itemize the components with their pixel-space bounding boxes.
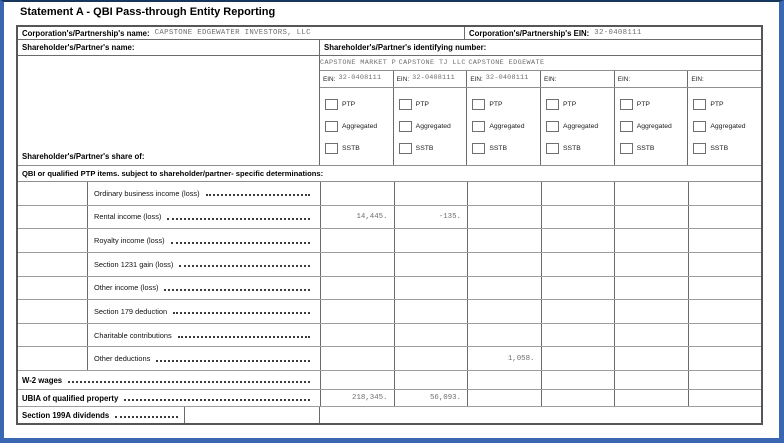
checkbox-row: [399, 143, 467, 154]
checkbox-label: SSTB: [710, 145, 729, 152]
entity-ein-cell: [466, 71, 540, 87]
amount-cell: [541, 324, 615, 347]
dot-leader: [156, 360, 310, 362]
amount-cell: [320, 182, 394, 205]
amount-cell: [541, 206, 615, 229]
qbi-row: [18, 300, 761, 324]
checkbox-label: PTP: [489, 101, 503, 108]
amount-value: 218,345.: [352, 394, 388, 402]
checkbox-label: SSTB: [489, 145, 508, 152]
qbi-row-label-cell: [87, 253, 320, 276]
amount-cell: [688, 324, 762, 347]
shareholder-name-label: Shareholder's/Partner's name:: [22, 43, 135, 52]
amount-cell: [320, 347, 394, 370]
amount-cell: [688, 371, 762, 389]
qbi-row: [18, 206, 761, 230]
amount-cell: [467, 324, 541, 347]
entity-checkbox-cell: [320, 88, 393, 165]
qbi-row: [18, 277, 761, 301]
qbi-row: [18, 182, 761, 206]
amount-cell: [467, 371, 541, 389]
row-indent-cell: [18, 206, 87, 229]
shareholder-id-label: Shareholder's/Partner's identifying number:: [324, 43, 487, 52]
entity-ein-value: 32-0408111: [338, 74, 382, 82]
dot-leader: [206, 194, 310, 196]
checkbox-sstb-col6[interactable]: [693, 143, 706, 154]
entity-name: CAPSTONE TJ LLC: [398, 59, 466, 67]
summary-row: [18, 371, 761, 390]
entity-columns: [320, 56, 761, 165]
qbi-section-header: QBI or qualified PTP items. subject to shareholder/partner- specific determinations:: [22, 169, 324, 178]
entity-name-slot: [396, 56, 468, 70]
statement-table: [16, 25, 763, 425]
amount-value: 56,093.: [429, 394, 461, 402]
entity-ein-row: [320, 71, 761, 88]
amount-cell: [467, 253, 541, 276]
ein-label: EIN:: [617, 75, 631, 83]
amount-cell: [394, 206, 468, 229]
dot-leader: [115, 416, 178, 418]
checkbox-label: PTP: [342, 101, 356, 108]
checkbox-ptp-col6[interactable]: [693, 99, 706, 110]
entity-name: CAPSTONE MARKET P: [320, 59, 397, 67]
corp-header-row: [18, 27, 761, 40]
dividends-label-cell: [18, 407, 185, 423]
amount-cell: [688, 300, 762, 323]
amount-cell: [394, 371, 468, 389]
qbi-row-label: Charitable contributions: [94, 330, 172, 340]
checkbox-label: Aggregated: [563, 123, 599, 130]
amount-cell: [541, 390, 615, 406]
corp-name-value: CAPSTONE EDGEWATER INVESTORS, LLC: [154, 29, 311, 37]
amount-cell: [467, 182, 541, 205]
share-of-cell: [18, 56, 320, 165]
amount-cell: [467, 347, 541, 370]
dividends-rest-cell: [320, 407, 761, 423]
checkbox-sstb-col1[interactable]: [325, 143, 338, 154]
summary-row: [18, 390, 761, 407]
entity-name-slot: [468, 56, 544, 70]
qbi-row-label-cell: [87, 300, 320, 323]
checkbox-label: Aggregated: [415, 123, 451, 130]
checkbox-row: [325, 99, 393, 110]
dot-leader: [179, 265, 310, 267]
dot-leader: [178, 336, 310, 338]
amount-cell: [467, 206, 541, 229]
summary-label-cell: [18, 371, 320, 389]
amount-cell: [320, 324, 394, 347]
amount-cell: [541, 347, 615, 370]
entity-columns-header: [18, 56, 761, 166]
amount-cell: [614, 300, 688, 323]
ein-label: EIN:: [544, 75, 557, 83]
entity-name-slot: [689, 56, 761, 70]
amount-cell: [320, 390, 394, 406]
qbi-row: [18, 347, 761, 371]
amount-cell: [614, 390, 688, 406]
ein-label: EIN:: [323, 75, 336, 83]
entity-ein-value: 32-0408111: [412, 74, 455, 82]
checkbox-label: PTP: [710, 101, 724, 108]
checkbox-row: [620, 143, 688, 154]
checkbox-label: Aggregated: [342, 123, 378, 130]
ein-label: EIN:: [470, 75, 483, 83]
amount-cell: [541, 253, 615, 276]
checkbox-ptp-col3[interactable]: [472, 99, 485, 110]
row-indent-cell: [18, 347, 87, 370]
amount-cell: [688, 229, 762, 252]
dividends-row: [18, 407, 761, 423]
checkbox-row: [472, 99, 540, 110]
amount-cell: [320, 229, 394, 252]
amount-cell: [394, 182, 468, 205]
amount-cell: [320, 371, 394, 389]
checkbox-row: [399, 99, 467, 110]
checkbox-ptp-col4[interactable]: [546, 99, 559, 110]
qbi-row-label-cell: [87, 324, 320, 347]
corp-name-cell: [18, 27, 465, 39]
amount-cell: [320, 206, 394, 229]
row-indent-cell: [18, 277, 87, 300]
dot-leader: [167, 218, 310, 220]
amount-cell: [614, 277, 688, 300]
amount-cell: [614, 206, 688, 229]
amount-cell: [394, 300, 468, 323]
checkbox-aggregated-col4[interactable]: [546, 121, 559, 132]
checkbox-row: [546, 121, 614, 132]
amount-cell: [394, 390, 468, 406]
entity-name-slot: [544, 56, 616, 70]
checkbox-sstb-col4[interactable]: [546, 143, 559, 154]
entity-name-slot: [320, 56, 396, 70]
checkbox-label: Aggregated: [636, 123, 672, 130]
qbi-row-label: Royalty income (loss): [94, 236, 165, 246]
qbi-row-label-cell: [87, 229, 320, 252]
summary-label: UBIA of qualified property: [22, 393, 119, 403]
qbi-row: [18, 253, 761, 277]
checkbox-label: Aggregated: [710, 123, 746, 130]
checkbox-row: [472, 121, 540, 132]
checkbox-row: [693, 143, 761, 154]
share-of-label: Shareholder's/Partner's share of:: [22, 152, 145, 161]
amount-value: 14,445.: [356, 212, 388, 221]
amount-cell: [541, 182, 615, 205]
checkbox-row: [546, 143, 614, 154]
entity-checkbox-cell: [540, 88, 614, 165]
entity-checkbox-cell: [687, 88, 761, 165]
qbi-row-label: Other deductions: [94, 354, 151, 364]
dot-leader: [171, 242, 310, 244]
amount-value: 1,058.: [507, 354, 535, 363]
checkbox-row: [693, 99, 761, 110]
qbi-row-label: Other income (loss): [94, 283, 159, 293]
amount-cell: [614, 229, 688, 252]
entity-names-strip: [320, 56, 761, 71]
checkbox-row: [325, 121, 393, 132]
dot-leader: [173, 312, 310, 314]
entity-ein-cell: [320, 71, 393, 87]
summary-label-cell: [18, 390, 320, 406]
amount-cell: [614, 324, 688, 347]
row-indent-cell: [18, 300, 87, 323]
qbi-section-header-row: [18, 166, 761, 182]
summary-label: W-2 wages: [22, 375, 63, 385]
qbi-row: [18, 229, 761, 253]
dividends-label: Section 199A dividends: [22, 410, 110, 420]
dividends-entry-cell: [185, 407, 320, 423]
checkbox-row: [325, 143, 393, 154]
amount-cell: [688, 182, 762, 205]
checkbox-label: SSTB: [563, 145, 581, 152]
checkbox-sstb-col2[interactable]: [399, 143, 412, 154]
qbi-items: [18, 182, 761, 371]
amount-cell: [320, 277, 394, 300]
amount-cell: [541, 229, 615, 252]
checkbox-row: [472, 143, 540, 154]
checkbox-label: PTP: [563, 101, 577, 108]
qbi-row-label: Ordinary business income (loss): [94, 188, 200, 198]
checkbox-aggregated-col2[interactable]: [399, 121, 412, 132]
qbi-row-label: Rental income (loss): [94, 212, 162, 222]
amount-cell: [394, 229, 468, 252]
amount-cell: [688, 277, 762, 300]
checkbox-row: [620, 99, 688, 110]
qbi-row-label-cell: [87, 182, 320, 205]
entity-checkbox-cell: [393, 88, 467, 165]
checkbox-aggregated-col6[interactable]: [693, 121, 706, 132]
qbi-row-label-cell: [87, 347, 320, 370]
corp-ein-value: 32-0408111: [594, 29, 642, 37]
entity-ein-value: 32-0408111: [485, 74, 529, 82]
row-indent-cell: [18, 253, 87, 276]
checkbox-ptp-col1[interactable]: [325, 99, 338, 110]
entity-ein-cell: [687, 71, 761, 87]
checkbox-ptp-col2[interactable]: [399, 99, 412, 110]
checkbox-row: [620, 121, 688, 132]
entity-ein-cell: [614, 71, 688, 87]
checkbox-label: SSTB: [636, 145, 655, 152]
amount-cell: [688, 206, 762, 229]
dot-leader: [124, 399, 310, 401]
amount-cell: [614, 347, 688, 370]
amount-cell: [394, 277, 468, 300]
amount-cell: [541, 371, 615, 389]
ein-label: EIN:: [396, 75, 410, 83]
qbi-row-label-cell: [87, 206, 320, 229]
dot-leader: [164, 289, 310, 291]
amount-cell: [394, 324, 468, 347]
checkbox-label: PTP: [415, 101, 429, 108]
checkbox-aggregated-col5[interactable]: [620, 121, 633, 132]
amount-cell: [614, 253, 688, 276]
amount-cell: [688, 390, 762, 406]
amount-cell: [467, 300, 541, 323]
summary-rows: [18, 371, 761, 407]
amount-cell: [614, 182, 688, 205]
amount-cell: [688, 347, 762, 370]
corp-ein-cell: [465, 27, 761, 39]
checkbox-sstb-col3[interactable]: [472, 143, 485, 154]
checkbox-label: Aggregated: [489, 123, 525, 130]
corp-name-label: Corporation's/Partnership's name:: [22, 28, 150, 38]
qbi-row-label: Section 179 deduction: [94, 306, 168, 316]
amount-cell: [541, 300, 615, 323]
checkbox-label: PTP: [636, 101, 650, 108]
amount-cell: [614, 371, 688, 389]
checkbox-aggregated-col1[interactable]: [325, 121, 338, 132]
row-indent-cell: [18, 182, 87, 205]
row-indent-cell: [18, 229, 87, 252]
entity-checkbox-area: [320, 88, 761, 165]
amount-cell: [320, 253, 394, 276]
row-indent-cell: [18, 324, 87, 347]
corp-ein-label: Corporation's/Partnership's EIN:: [469, 28, 590, 38]
entity-ein-cell: [540, 71, 614, 87]
checkbox-label: SSTB: [342, 145, 360, 152]
entity-checkbox-cell: [466, 88, 540, 165]
amount-cell: [394, 347, 468, 370]
checkbox-row: [693, 121, 761, 132]
checkbox-ptp-col5[interactable]: [620, 99, 633, 110]
qbi-row-label-cell: [87, 277, 320, 300]
shareholder-name-cell: [18, 40, 320, 55]
qbi-row: [18, 324, 761, 348]
dot-leader: [68, 381, 310, 383]
checkbox-label: SSTB: [415, 145, 434, 152]
entity-checkbox-cell: [614, 88, 688, 165]
entity-name-slot: [617, 56, 689, 70]
amount-cell: [541, 277, 615, 300]
ein-label: EIN:: [691, 75, 704, 83]
amount-cell: [688, 253, 762, 276]
checkbox-row: [546, 99, 614, 110]
shareholder-id-cell: [320, 40, 761, 55]
entity-ein-cell: [393, 71, 467, 87]
amount-cell: [320, 300, 394, 323]
page-title: Statement A - QBI Pass-through Entity Reporting: [20, 6, 276, 18]
checkbox-sstb-col5[interactable]: [620, 143, 633, 154]
amount-cell: [467, 277, 541, 300]
amount-cell: [394, 253, 468, 276]
checkbox-aggregated-col3[interactable]: [472, 121, 485, 132]
shareholder-header-row: [18, 40, 761, 56]
amount-cell: [467, 229, 541, 252]
amount-cell: [467, 390, 541, 406]
checkbox-row: [399, 121, 467, 132]
amount-value: -135.: [438, 212, 461, 221]
entity-name: CAPSTONE EDGEWATE: [468, 59, 545, 67]
qbi-row-label: Section 1231 gain (loss): [94, 259, 174, 269]
